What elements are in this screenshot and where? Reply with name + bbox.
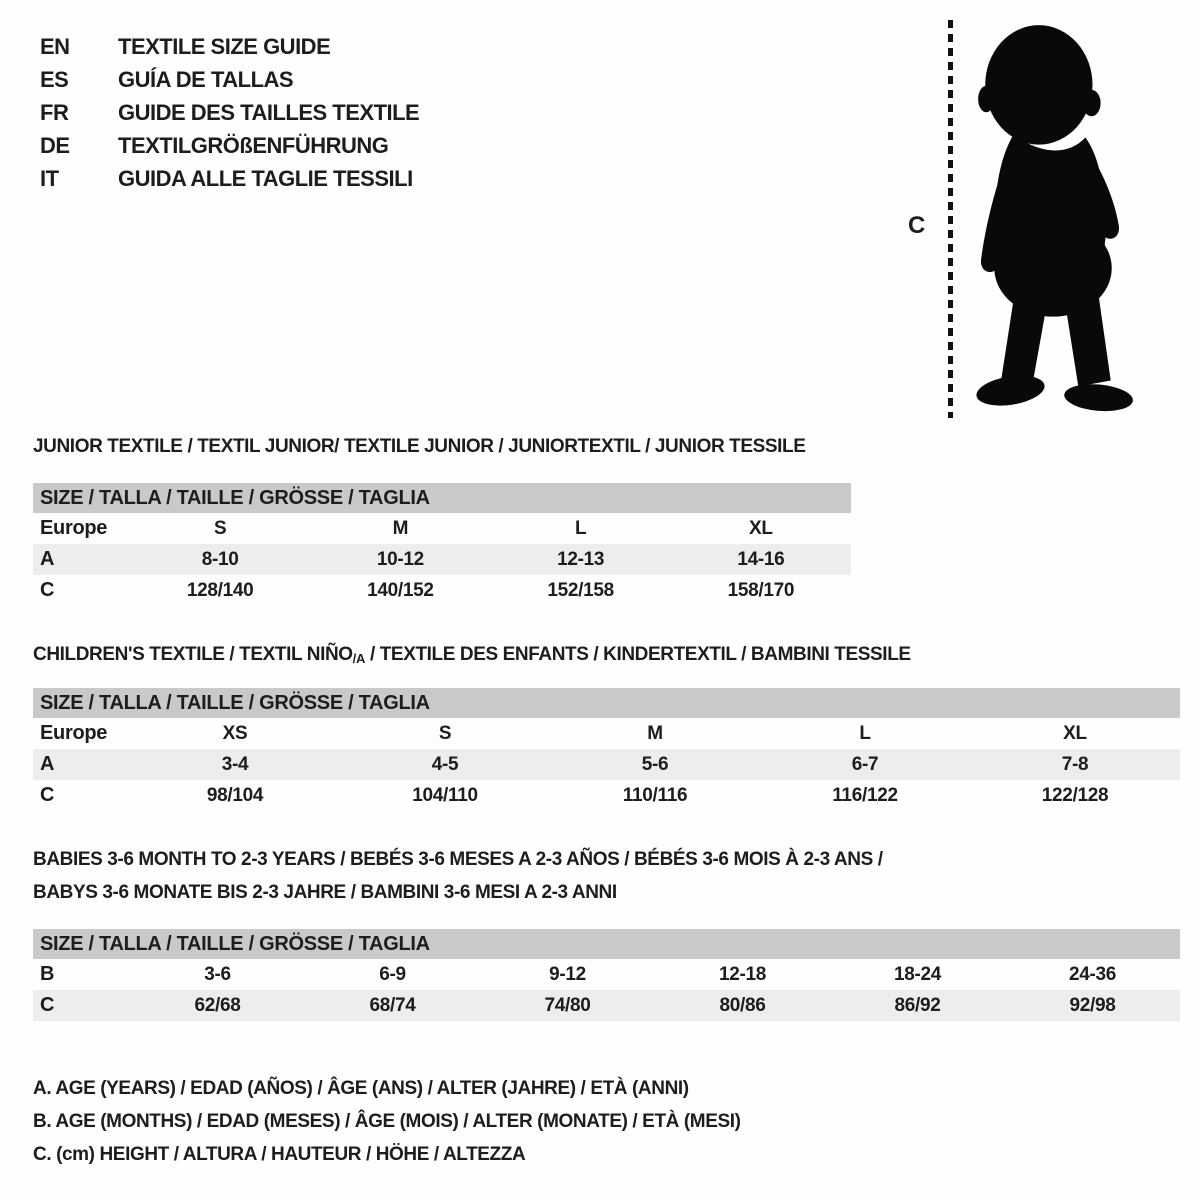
table-cell: M [392, 517, 409, 539]
table-cell: 6-9 [379, 963, 406, 985]
table-cell: 7-8 [970, 749, 1180, 780]
row-label: C [40, 579, 55, 601]
table-cell: 8-10 [130, 544, 310, 575]
table-cell: 86/92 [830, 990, 1005, 1021]
table-row [33, 959, 1180, 990]
table-cell: 110/116 [622, 784, 688, 806]
language-row [40, 63, 419, 96]
measure-legend [33, 1072, 741, 1171]
size-header-label: SIZE / TALLA / TAILLE / GRÖSSE / TAGLIA [33, 929, 1180, 959]
table-cell: XS [222, 722, 248, 744]
section-title-children-post: / TEXTILE DES ENFANTS / KINDERTEXTIL / BAMBINI TESSILE [365, 644, 911, 665]
language-list [40, 30, 419, 195]
section-title-children [33, 644, 911, 666]
language-title: GUIDA ALLE TAGLIE TESSILI [118, 165, 413, 191]
language-code: FR [40, 99, 69, 125]
table-cell: 3-6 [204, 963, 231, 985]
row-label: A [33, 749, 130, 780]
legend-line-height-cm: C. (cm) HEIGHT / ALTURA / HAUTEUR / HÖHE / ALTEZZA [33, 1143, 526, 1165]
table-cell: 122/128 [1041, 784, 1109, 806]
size-table-babies [33, 929, 1180, 1021]
language-row [40, 96, 419, 129]
toddler-silhouette-icon [968, 18, 1133, 420]
table-cell: 158/170 [727, 579, 795, 601]
section-title-children-subscript: /A [352, 651, 366, 666]
table-header-row [33, 929, 1180, 959]
table-cell: 116/122 [832, 784, 898, 806]
language-title: GUIDE DES TAILLES TEXTILE [118, 99, 420, 125]
table-cell: 18-24 [893, 963, 942, 985]
table-row [33, 749, 1180, 780]
size-header-label: SIZE / TALLA / TAILLE / GRÖSSE / TAGLIA [33, 688, 1180, 718]
table-row [33, 575, 851, 606]
language-row [40, 162, 419, 195]
legend-line-age-years: A. AGE (YEARS) / EDAD (AÑOS) / ÂGE (ANS) / ALTER (JAHRE) / ETÀ (ANNI) [33, 1077, 689, 1099]
language-code: IT [40, 165, 59, 191]
size-figure [890, 0, 1200, 430]
size-header-label: SIZE / TALLA / TAILLE / GRÖSSE / TAGLIA [33, 483, 851, 513]
language-row [40, 129, 419, 162]
table-cell: S [438, 722, 452, 744]
table-cell: 128/140 [186, 579, 254, 601]
row-label: A [33, 544, 130, 575]
table-cell: XL [1063, 722, 1087, 744]
table-row [33, 990, 1180, 1021]
row-label: B [40, 963, 55, 985]
table-cell: 5-6 [550, 749, 760, 780]
row-label: C [40, 784, 55, 806]
table-row [33, 780, 1180, 811]
table-cell: 14-16 [671, 544, 851, 575]
row-label: C [33, 990, 130, 1021]
language-title: GUÍA DE TALLAS [118, 66, 294, 92]
table-cell: 24-36 [1068, 963, 1117, 985]
language-code: DE [40, 132, 70, 158]
legend-line-age-months: B. AGE (MONTHS) / EDAD (MESES) / ÂGE (MOIS) / ALTER (MONATE) / ETÀ (MESI) [33, 1110, 741, 1132]
language-code: ES [40, 66, 69, 92]
table-cell: M [647, 722, 663, 744]
table-cell: 74/80 [480, 990, 655, 1021]
table-cell: 104/110 [412, 784, 478, 806]
table-cell: 140/152 [367, 579, 434, 601]
table-cell: 152/158 [547, 579, 614, 601]
table-cell: 68/74 [305, 990, 480, 1021]
table-cell: S [213, 517, 227, 539]
height-measure-label: C [908, 212, 926, 239]
table-cell: 98/104 [206, 784, 264, 806]
language-code: EN [40, 33, 70, 59]
table-cell: L [859, 722, 871, 744]
table-cell: 3-4 [130, 749, 340, 780]
section-title-junior: JUNIOR TEXTILE / TEXTIL JUNIOR/ TEXTILE JUNIOR / JUNIORTEXTIL / JUNIOR TESSILE [33, 436, 806, 457]
row-label: Europe [40, 517, 108, 539]
table-cell: 62/68 [130, 990, 305, 1021]
language-row [40, 30, 419, 63]
table-cell: 9-12 [549, 963, 586, 985]
table-cell: L [574, 517, 587, 539]
size-table-children [33, 688, 1180, 811]
table-cell: 12-13 [491, 544, 671, 575]
table-cell: 4-5 [340, 749, 550, 780]
table-cell: 12-18 [718, 963, 767, 985]
table-row [33, 544, 851, 575]
section-title-babies-line1: BABIES 3-6 MONTH TO 2-3 YEARS / BEBÉS 3-6 MESES A 2-3 AÑOS / BÉBÉS 3-6 MOIS À 2-3 ANS / [33, 849, 883, 870]
row-label: Europe [40, 722, 108, 744]
table-header-row [33, 688, 1180, 718]
table-cell: 10-12 [310, 544, 490, 575]
language-title: TEXTILE SIZE GUIDE [118, 33, 331, 59]
section-title-babies-line2: BABYS 3-6 MONATE BIS 2-3 JAHRE / BAMBINI 3-6 MESI A 2-3 ANNI [33, 882, 617, 903]
table-cell: 92/98 [1005, 990, 1180, 1021]
table-header-row [33, 483, 851, 513]
size-table-junior [33, 483, 851, 606]
table-cell: 80/86 [655, 990, 830, 1021]
section-title-children-pre: CHILDREN'S TEXTILE / TEXTIL NIÑO [33, 644, 353, 665]
table-cell: 6-7 [760, 749, 970, 780]
language-title: TEXTILGRÖßENFÜHRUNG [118, 132, 389, 158]
height-dashed-line [948, 20, 953, 418]
table-cell: XL [749, 517, 773, 539]
table-row [33, 718, 1180, 749]
table-row [33, 513, 851, 544]
section-title-babies [33, 849, 883, 915]
